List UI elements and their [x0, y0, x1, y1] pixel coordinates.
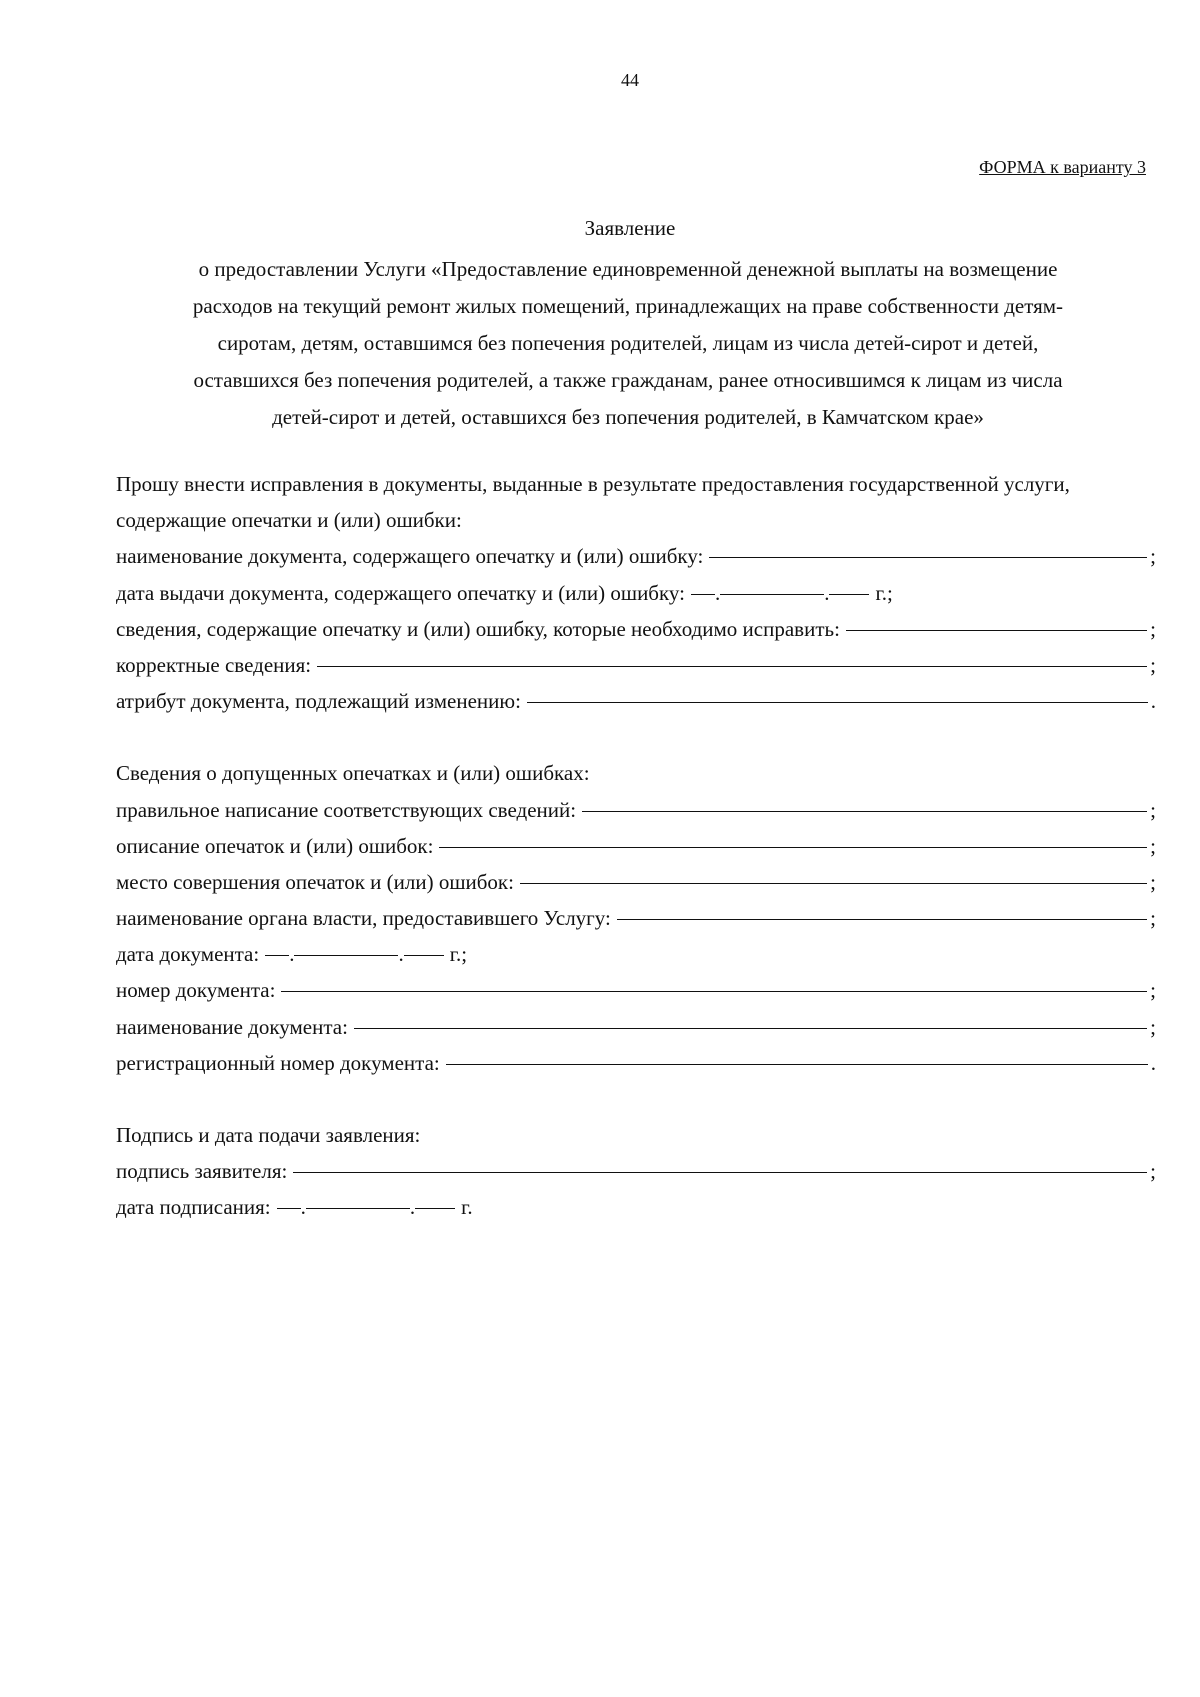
signing-date-label: дата подписания: — [116, 1195, 271, 1220]
semicolon: ; — [1150, 652, 1156, 677]
doc-date2-day-field[interactable] — [265, 954, 289, 956]
number-field[interactable] — [281, 990, 1147, 992]
attribute-label: атрибут документа, подлежащий изменению: — [116, 689, 521, 714]
signature-row — [116, 1153, 1156, 1189]
semicolon: ; — [1150, 1014, 1156, 1039]
description-row — [116, 828, 1156, 864]
number-label: номер документа: — [116, 978, 276, 1003]
date-separator: . — [300, 1195, 306, 1220]
subtitle-line: оставшихся без попечения родителей, а также гражданам, ранее относившимся к лицам из числа — [193, 368, 1063, 392]
period: . — [1150, 1050, 1156, 1075]
date-separator: . — [398, 942, 404, 967]
name-label: наименование документа: — [116, 1014, 348, 1039]
authority-row — [116, 900, 1156, 936]
doc-name-label: наименование документа, содержащего опечатку и (или) ошибку: — [116, 544, 704, 569]
semicolon: ; — [1150, 869, 1156, 894]
doc-date-suffix: г.; — [875, 580, 893, 605]
reg-number-row — [116, 1045, 1156, 1081]
doc-date-year-field[interactable] — [829, 593, 869, 595]
attribute-row — [116, 683, 1156, 719]
semicolon: ; — [1150, 544, 1156, 569]
doc-date2-month-field[interactable] — [294, 954, 398, 956]
semicolon: ; — [1150, 906, 1156, 931]
semicolon: ; — [1150, 1159, 1156, 1184]
reg-number-field[interactable] — [446, 1063, 1148, 1065]
doc-name-row — [116, 538, 1156, 574]
description-label: описание опечаток и (или) ошибок: — [116, 833, 434, 858]
form-reference: ФОРМА к варианту 3 — [979, 157, 1146, 177]
reg-number-label: регистрационный номер документа: — [116, 1050, 440, 1075]
doc-date-row — [116, 575, 1156, 611]
info-row — [116, 611, 1156, 647]
signature-field[interactable] — [293, 1171, 1147, 1173]
authority-field[interactable] — [617, 918, 1147, 920]
spelling-field[interactable] — [582, 810, 1147, 812]
authority-label: наименование органа власти, предоставившего Услугу: — [116, 906, 611, 931]
signing-date-row — [116, 1189, 1156, 1225]
correct-label: корректные сведения: — [116, 652, 312, 677]
section-gap — [116, 719, 1156, 755]
name-row — [116, 1009, 1156, 1045]
description-field[interactable] — [439, 846, 1147, 848]
signing-date-month-field[interactable] — [306, 1207, 410, 1209]
period: . — [1150, 689, 1156, 714]
subtitle-line: сиротам, детям, оставшимся без попечения родителей, лицам из числа детей-сирот и детей, — [217, 331, 1039, 355]
semicolon: ; — [1150, 833, 1156, 858]
document-title: Заявление — [584, 216, 676, 240]
document-subtitle — [110, 251, 1146, 436]
spelling-label: правильное написание соответствующих сведений: — [116, 797, 577, 822]
place-field[interactable] — [520, 882, 1147, 884]
page-number: 44 — [621, 70, 639, 90]
attribute-field[interactable] — [527, 701, 1148, 703]
semicolon: ; — [1150, 797, 1156, 822]
signing-date-day-field[interactable] — [277, 1207, 301, 1209]
date-separator: . — [714, 580, 721, 605]
signature-label: подпись заявителя: — [116, 1159, 288, 1184]
correct-row — [116, 647, 1156, 683]
semicolon: ; — [1150, 978, 1156, 1003]
subtitle-line: детей-сирот и детей, оставшихся без попечения родителей, в Камчатском крае» — [272, 405, 984, 429]
date-separator: . — [289, 942, 295, 967]
signature-heading: Подпись и дата подачи заявления: — [116, 1123, 421, 1148]
doc-date-label: дата выдачи документа, содержащего опечатку и (или) ошибку: — [116, 580, 685, 605]
doc-date2-year-field[interactable] — [404, 954, 444, 956]
doc-date2-row — [116, 936, 1156, 972]
doc-date2-suffix: г.; — [449, 942, 468, 967]
info-field[interactable] — [846, 629, 1147, 631]
subtitle-line: расходов на текущий ремонт жилых помещений, принадлежащих на праве собственности детям- — [192, 294, 1064, 318]
doc-date-day-field[interactable] — [691, 593, 715, 595]
errors-heading: Сведения о допущенных опечатках и (или) ошибках: — [116, 761, 590, 786]
date-separator: . — [409, 1195, 416, 1220]
form-body — [116, 466, 1156, 1226]
signing-date-suffix: г. — [461, 1195, 473, 1220]
correct-field[interactable] — [317, 665, 1147, 667]
doc-date2-label: дата документа: — [116, 942, 260, 967]
request-intro: Прошу внести исправления в документы, выданные в результате предоставления государственной услуги, содержащие опечатки и (или) ошибки: — [116, 472, 1070, 533]
semicolon: ; — [1150, 616, 1156, 641]
date-separator: . — [824, 580, 830, 605]
spelling-row — [116, 792, 1156, 828]
doc-date-month-field[interactable] — [720, 593, 824, 595]
number-row — [116, 972, 1156, 1008]
info-label: сведения, содержащие опечатку и (или) ошибку, которые необходимо исправить: — [116, 616, 840, 641]
place-row — [116, 864, 1156, 900]
doc-name-field[interactable] — [709, 556, 1147, 558]
signing-date-year-field[interactable] — [415, 1207, 455, 1209]
section-gap — [116, 1081, 1156, 1117]
place-label: место совершения опечаток и (или) ошибок: — [116, 869, 514, 894]
subtitle-line: о предоставлении Услуги «Предоставление единовременной денежной выплаты на возмещение — [198, 257, 1058, 281]
name-field[interactable] — [354, 1027, 1147, 1029]
